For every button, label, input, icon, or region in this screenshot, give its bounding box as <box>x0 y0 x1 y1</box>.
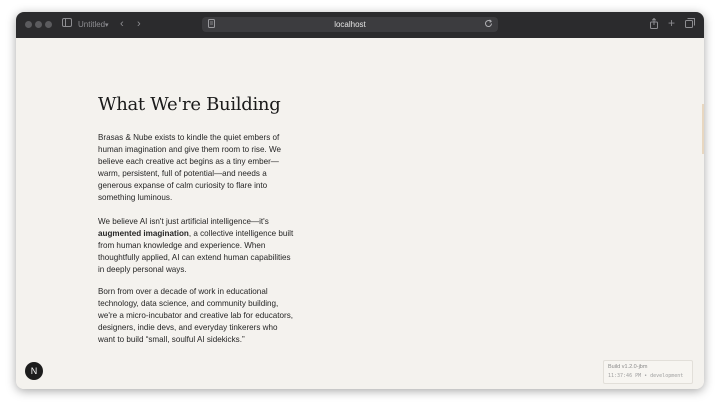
close-window-button[interactable] <box>25 21 32 28</box>
scroll-indicator[interactable] <box>702 104 704 154</box>
plus-icon[interactable]: + <box>668 16 676 30</box>
tab-overview-icon[interactable] <box>685 18 695 32</box>
chevron-right-icon[interactable]: › <box>137 18 141 30</box>
share-icon[interactable] <box>650 18 658 33</box>
browser-toolbar <box>16 12 704 38</box>
belief-text-start: We believe AI isn't just artificial intelligence—it's <box>98 217 269 226</box>
build-info-panel <box>603 360 693 384</box>
intro-paragraph: Brasas & Nube exists to kindle the quiet embers of human imagination and give them room to rise. We believe each creative act begins as a tiny ember—warm, persistent, full of potential—and needs a generous expanse of calm curiosity to flare into something luminous. <box>98 133 281 202</box>
sidebar-icon[interactable] <box>62 18 72 31</box>
build-version: Build v1.2.0-jbm <box>608 364 648 370</box>
belief-text-end: , a collective intelligence built from human knowledge and experience. When thoughtfully applied, AI can extend human capabilities in deeply personal ways. <box>98 229 294 274</box>
page-heading: What We're Building <box>98 94 281 115</box>
dev-tools-badge[interactable]: N <box>25 362 43 380</box>
tab-title[interactable]: Untitled <box>78 20 106 29</box>
zoom-window-button[interactable] <box>45 21 52 28</box>
browser-window <box>16 12 704 389</box>
build-timestamp: 11:37:46 PM • development <box>608 373 684 379</box>
belief-paragraph <box>98 216 294 276</box>
url-text: localhost <box>334 20 366 29</box>
origin-paragraph: Born from over a decade of work in educational technology, data science, and community building, we're a micro-incubator and creative lab for educators, designers, indie devs, and everyday tinkerers who want to build “small, soulful AI sidekicks.” <box>98 287 293 344</box>
address-bar[interactable] <box>202 17 498 32</box>
chevron-left-icon[interactable]: ‹ <box>120 18 124 30</box>
page-content <box>16 38 704 389</box>
reload-icon[interactable] <box>484 19 493 32</box>
chevron-down-icon[interactable]: ▾ <box>105 22 109 29</box>
minimize-window-button[interactable] <box>35 21 42 28</box>
augmented-imagination-text: augmented imagination <box>98 229 189 238</box>
